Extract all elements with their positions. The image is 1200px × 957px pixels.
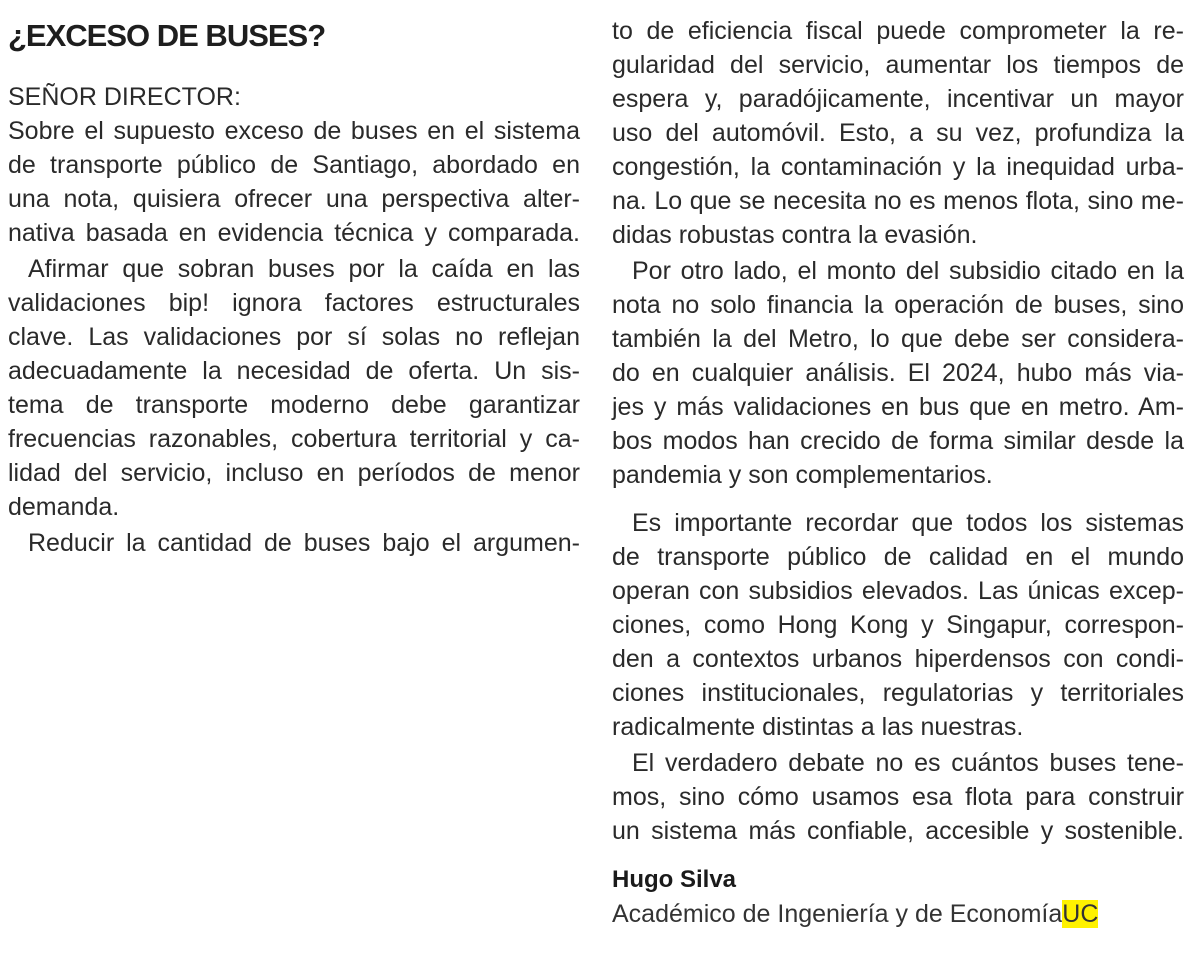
body-line: radicalmente distintas a las nuestras. [612, 713, 1024, 741]
body-line: gularidad del servicio, aumentar los tiempos de [612, 51, 1184, 79]
body-line: una nota, quisiera ofrecer una perspectiva alter- [8, 185, 580, 213]
author-role-text: Académico de Ingeniería y de Economía [612, 900, 1063, 928]
letter-title: ¿EXCESO DE BUSES? [8, 18, 326, 53]
body-line: nota no solo financia la operación de buses, sino [612, 291, 1184, 319]
body-line: adecuadamente la necesidad de oferta. Un sis- [8, 357, 580, 385]
body-line: validaciones bip! ignora factores estructurales [8, 289, 580, 317]
body-line: uso del automóvil. Esto, a su vez, profundiza la [612, 119, 1184, 147]
body-line: Sobre el supuesto exceso de buses en el sistema [8, 117, 580, 145]
body-line: pandemia y son complementarios. [612, 461, 993, 489]
body-line: na. Lo que se necesita no es menos flota, sino me- [612, 187, 1184, 215]
author-role-highlight: UC [1062, 900, 1099, 928]
body-line: ciones institucionales, regulatorias y territoriales [612, 679, 1184, 707]
body-line: mos, sino cómo usamos esa flota para construir [612, 783, 1184, 811]
body-line: ciones, como Hong Kong y Singapur, correspon- [612, 611, 1184, 639]
body-line: congestión, la contaminación y la inequidad urba- [612, 153, 1184, 181]
body-line: espera y, paradójicamente, incentivar un mayor [612, 85, 1184, 113]
body-line: bos modos han crecido de forma similar desde la [612, 427, 1184, 455]
body-line: lidad del servicio, incluso en períodos de menor [8, 459, 580, 487]
salutation: SEÑOR DIRECTOR: [8, 83, 241, 111]
body-line: jes y más validaciones en bus que en metro. Am- [612, 393, 1184, 421]
body-line: Por otro lado, el monto del subsidio citado en la [632, 257, 1184, 285]
body-line: Afirmar que sobran buses por la caída en las [28, 255, 580, 283]
body-line: tema de transporte moderno debe garantizar [8, 391, 580, 419]
body-line: operan con subsidios elevados. Las únicas excep- [612, 577, 1184, 605]
body-line: de transporte público de Santiago, abordado en [8, 151, 580, 179]
author-name: Hugo Silva [612, 866, 737, 893]
body-line: El verdadero debate no es cuántos buses tene- [632, 749, 1184, 777]
body-line: un sistema más confiable, accesible y sostenible. [612, 817, 1184, 845]
body-line: didas robustas contra la evasión. [612, 221, 978, 249]
body-line: do en cualquier análisis. El 2024, hubo más via- [612, 359, 1184, 387]
body-line: de transporte público de calidad en el mundo [612, 543, 1184, 571]
body-line: den a contextos urbanos hiperdensos con condi- [612, 645, 1184, 673]
body-line: nativa basada en evidencia técnica y comparada. [8, 219, 580, 247]
body-line: clave. Las validaciones por sí solas no reflejan [8, 323, 580, 351]
body-line: también la del Metro, lo que debe ser considera- [612, 325, 1184, 353]
body-line: Reducir la cantidad de buses bajo el argumen- [28, 529, 580, 557]
right-column [597, 0, 1197, 957]
body-line: frecuencias razonables, cobertura territorial y ca- [8, 425, 580, 453]
author-role [612, 900, 1098, 929]
body-line: to de eficiencia fiscal puede comprometer la re- [612, 17, 1184, 45]
left-column [8, 0, 580, 600]
body-line: Es importante recordar que todos los sistemas [632, 509, 1184, 537]
body-line: demanda. [8, 493, 120, 521]
